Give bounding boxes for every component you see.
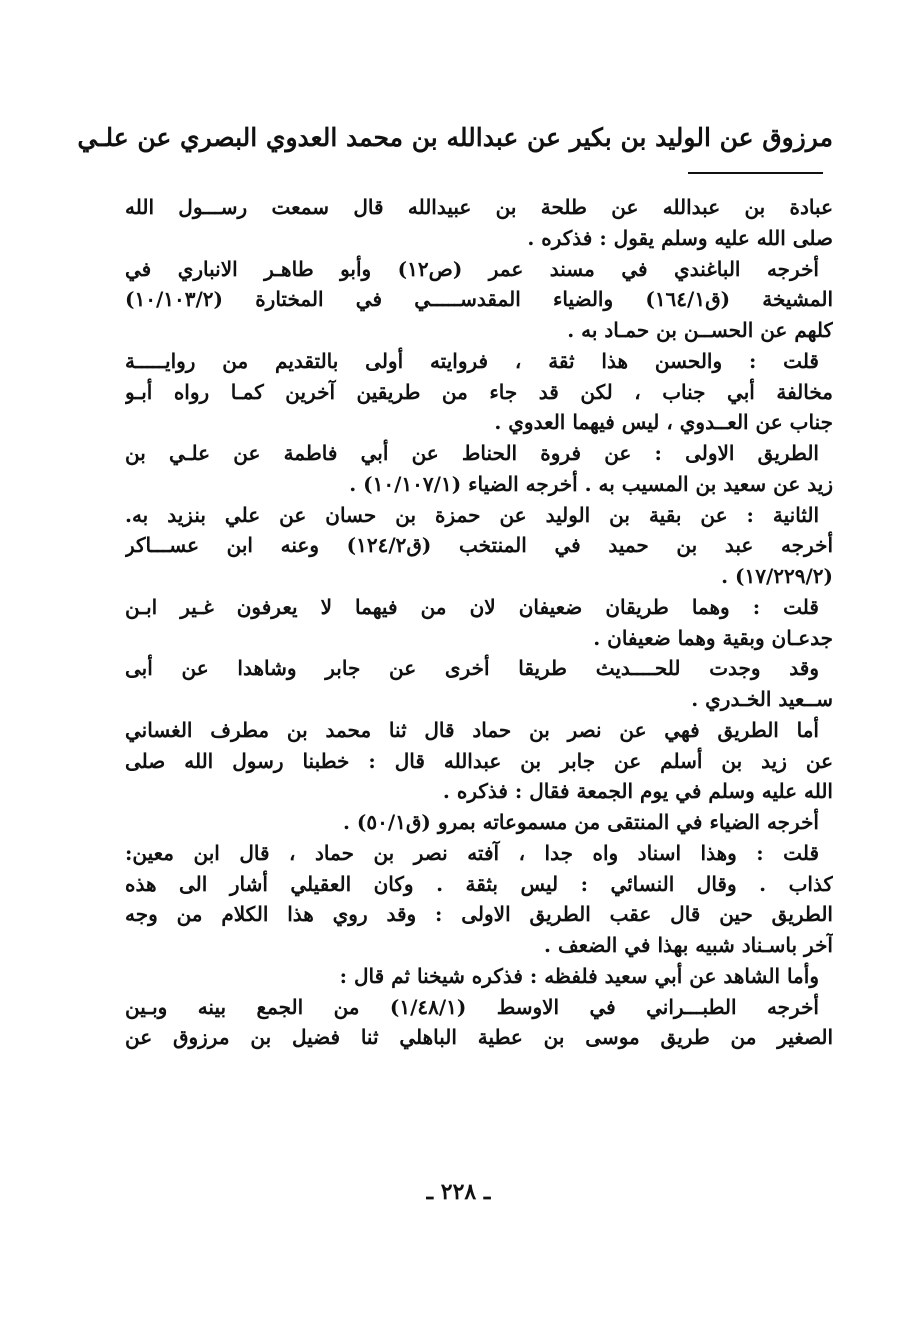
text-line: صلى الله عليه وسلم يقول : فذكره . bbox=[527, 225, 833, 250]
text-line: كلهم عن الحســن بن حمـاد به . bbox=[567, 318, 833, 342]
header-line: مرزوق عن الوليد بن بكير عن عبدالله بن محمد العدوي البصري عن علـي bbox=[77, 123, 833, 152]
text-line: وأما الشاهد عن أبي سعيد فلفظه : فذكره شيخنا ثم قال : bbox=[339, 963, 819, 988]
text-line: وقد وجدت للحــــديث طريقا أخرى عن جابر وشاهدا عن أبى bbox=[125, 656, 819, 681]
text-line: قلت : وهما طريقان ضعيفان لان من فيهما لا يعرفون غـير ابـن bbox=[125, 594, 819, 619]
text-line: جناب عن العــدوي ، ليس فيهما العدوي . bbox=[494, 410, 833, 435]
body-text bbox=[125, 192, 833, 1053]
text-line: أخرجه الطبـــراني في الاوسط (١/٤٨/١) من الجمع بينه وبـين bbox=[125, 994, 819, 1019]
text-line: الثانية : عن بقية بن الوليد عن حمزة بن حسان عن علي بنزيد به. bbox=[125, 502, 819, 527]
text-line: عن زيد بن أسلم عن جابر بن عبدالله قال : خطبنا رسول الله صلى bbox=[125, 748, 833, 773]
text-line: قلت : والحسن هذا ثقة ، فروايته أولى بالتقديم من روايـــــة bbox=[125, 348, 819, 373]
text-line: أما الطريق فهي عن نصر بن حماد قال ثنا محمد بن مطرف الغساني bbox=[125, 717, 819, 742]
header-rule bbox=[688, 172, 823, 174]
text-line: آخر باسـناد شبيه بهذا في الضعف . bbox=[544, 933, 833, 957]
text-line: الله عليه وسلم في يوم الجمعة فقال : فذكره . bbox=[442, 779, 833, 804]
text-line: الطريق حين قال عقب الطريق الاولى : وقد روي هذا الكلام من وجه bbox=[125, 902, 833, 927]
text-line: الصغير من طريق موسى بن عطية الباهلي ثنا فضيل بن مرزوق عن bbox=[125, 1025, 833, 1050]
text-line: (١٧/٢٢٩/٢) . bbox=[721, 564, 833, 588]
text-line: المشيخة (ق١٦٤/١) والضياء المقدســـــي في المختارة (١٠/١٠٣/٢) bbox=[125, 287, 833, 312]
text-line: عبادة بن عبدالله عن طلحة بن عبيدالله قال سمعت رســـول الله bbox=[125, 195, 833, 219]
text-line: قلت : وهذا اسناد واه جدا ، آفته نصر بن حماد ، قال ابن معين: bbox=[125, 840, 819, 865]
page-number: ـ ٢٢٨ ـ bbox=[426, 1179, 491, 1205]
text-line: جدعـان وبقية وهما ضعيفان . bbox=[593, 625, 833, 650]
text-line: مخالفة أبي جناب ، لكن قد جاء من طريقين آخرين كمـا رواه أبـو bbox=[125, 379, 833, 404]
text-line: أخرجه عبد بن حميد في المنتخب (ق١٢٤/٢) وعنه ابن عســـاكر bbox=[125, 533, 833, 558]
text-line: أخرجه الباغندي في مسند عمر (ص١٢) وأبو طاهـر الانباري في bbox=[125, 256, 819, 281]
text-line: الطريق الاولى : عن فروة الحناط عن أبي فاطمة عن علـي بن bbox=[125, 441, 819, 465]
text-line: كذاب . وقال النسائي : ليس بثقة . وكان العقيلي أشار الى هذه bbox=[125, 871, 833, 896]
text-line: زيد عن سعيد بن المسيب به . أخرجه الضياء (١٠/١٠٧/١) . bbox=[349, 471, 833, 496]
text-line: أخرجه الضياء في المنتقى من مسموعاته بمرو (ق٥٠/١) . bbox=[342, 810, 819, 834]
text-line: ســعيد الخـدري . bbox=[691, 687, 833, 711]
